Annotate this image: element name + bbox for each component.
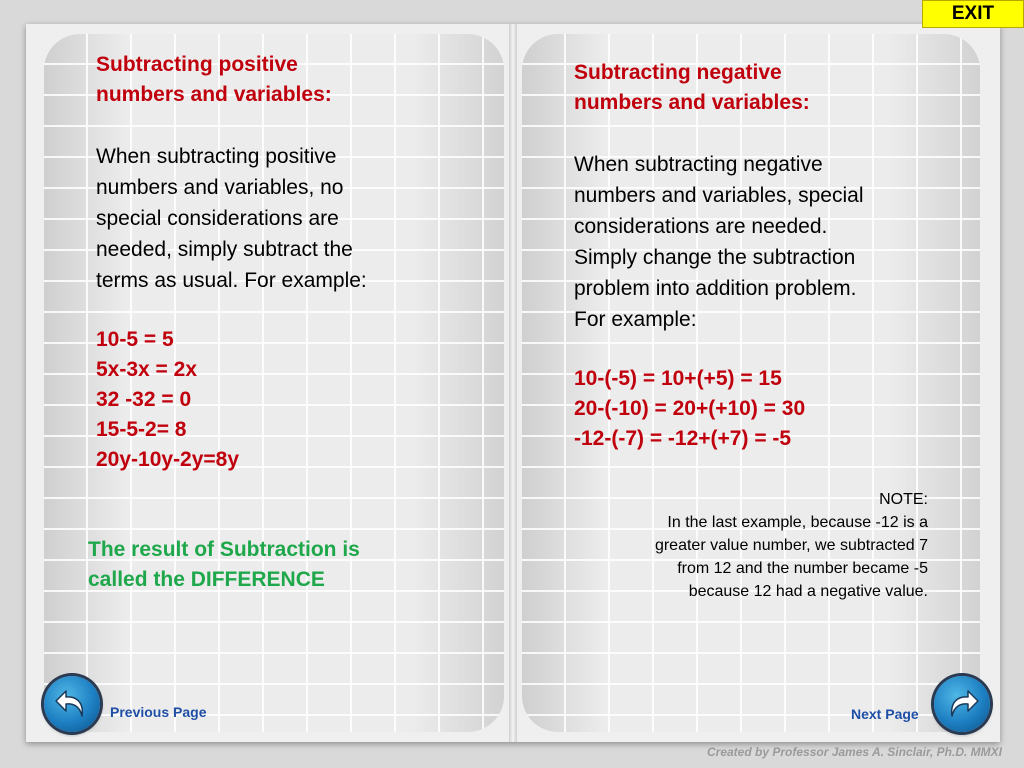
example-line: 10-(-5) = 10+(+5) = 15 [574, 367, 782, 390]
right-body-line: numbers and variables, special [574, 184, 864, 207]
right-body-line: When subtracting negative [574, 153, 823, 176]
left-body-line: needed, simply subtract the [96, 238, 353, 261]
note-line: because 12 had a negative value. [688, 583, 928, 600]
left-examples [96, 325, 436, 475]
previous-page-button[interactable] [44, 676, 100, 732]
book-spine [509, 24, 517, 742]
left-heading-line: numbers and variables: [96, 83, 332, 106]
right-heading [574, 58, 914, 118]
example-line: 20-(-10) = 20+(+10) = 30 [574, 397, 806, 420]
right-body-line: For example: [574, 308, 697, 331]
example-line: 10-5 = 5 [96, 328, 174, 351]
note-line: greater value number, we subtracted 7 [654, 537, 928, 554]
result-line: called the DIFFERENCE [88, 568, 325, 591]
curved-arrow-left-icon [52, 684, 92, 724]
right-body-line: problem into addition problem. [574, 277, 857, 300]
left-heading-line: Subtracting positive [96, 53, 298, 76]
right-body-line: Simply change the subtraction [574, 246, 856, 269]
left-body-line: numbers and variables, no [96, 176, 344, 199]
result-line: The result of Subtraction is [88, 538, 360, 561]
credit-text: Created by Professor James A. Sinclair, Ph.D. MMXI [707, 745, 1002, 759]
note-line: NOTE: [879, 491, 928, 508]
left-heading [96, 50, 436, 110]
left-body [96, 141, 456, 296]
next-page-button[interactable] [934, 676, 990, 732]
result-statement [88, 535, 448, 595]
left-body-line: special considerations are [96, 207, 339, 230]
right-heading-line: numbers and variables: [574, 91, 810, 114]
example-line: 20y-10y-2y=8y [96, 448, 240, 471]
left-body-line: terms as usual. For example: [96, 269, 367, 292]
left-body-line: When subtracting positive [96, 145, 337, 168]
next-page-link[interactable]: Next Page [851, 706, 919, 722]
note-line: from 12 and the number became -5 [677, 560, 928, 577]
right-body [574, 149, 954, 335]
previous-page-link[interactable]: Previous Page [110, 704, 207, 720]
note-block [560, 488, 928, 603]
note-line: In the last example, because -12 is a [667, 514, 928, 531]
example-line: 5x-3x = 2x [96, 358, 198, 381]
curved-arrow-right-icon [942, 684, 982, 724]
exit-button[interactable]: EXIT [922, 0, 1024, 28]
example-line: 32 -32 = 0 [96, 388, 192, 411]
example-line: 15-5-2= 8 [96, 418, 187, 441]
right-heading-line: Subtracting negative [574, 61, 782, 84]
right-examples [574, 364, 954, 454]
right-body-line: considerations are needed. [574, 215, 828, 238]
example-line: -12-(-7) = -12+(+7) = -5 [574, 427, 792, 450]
